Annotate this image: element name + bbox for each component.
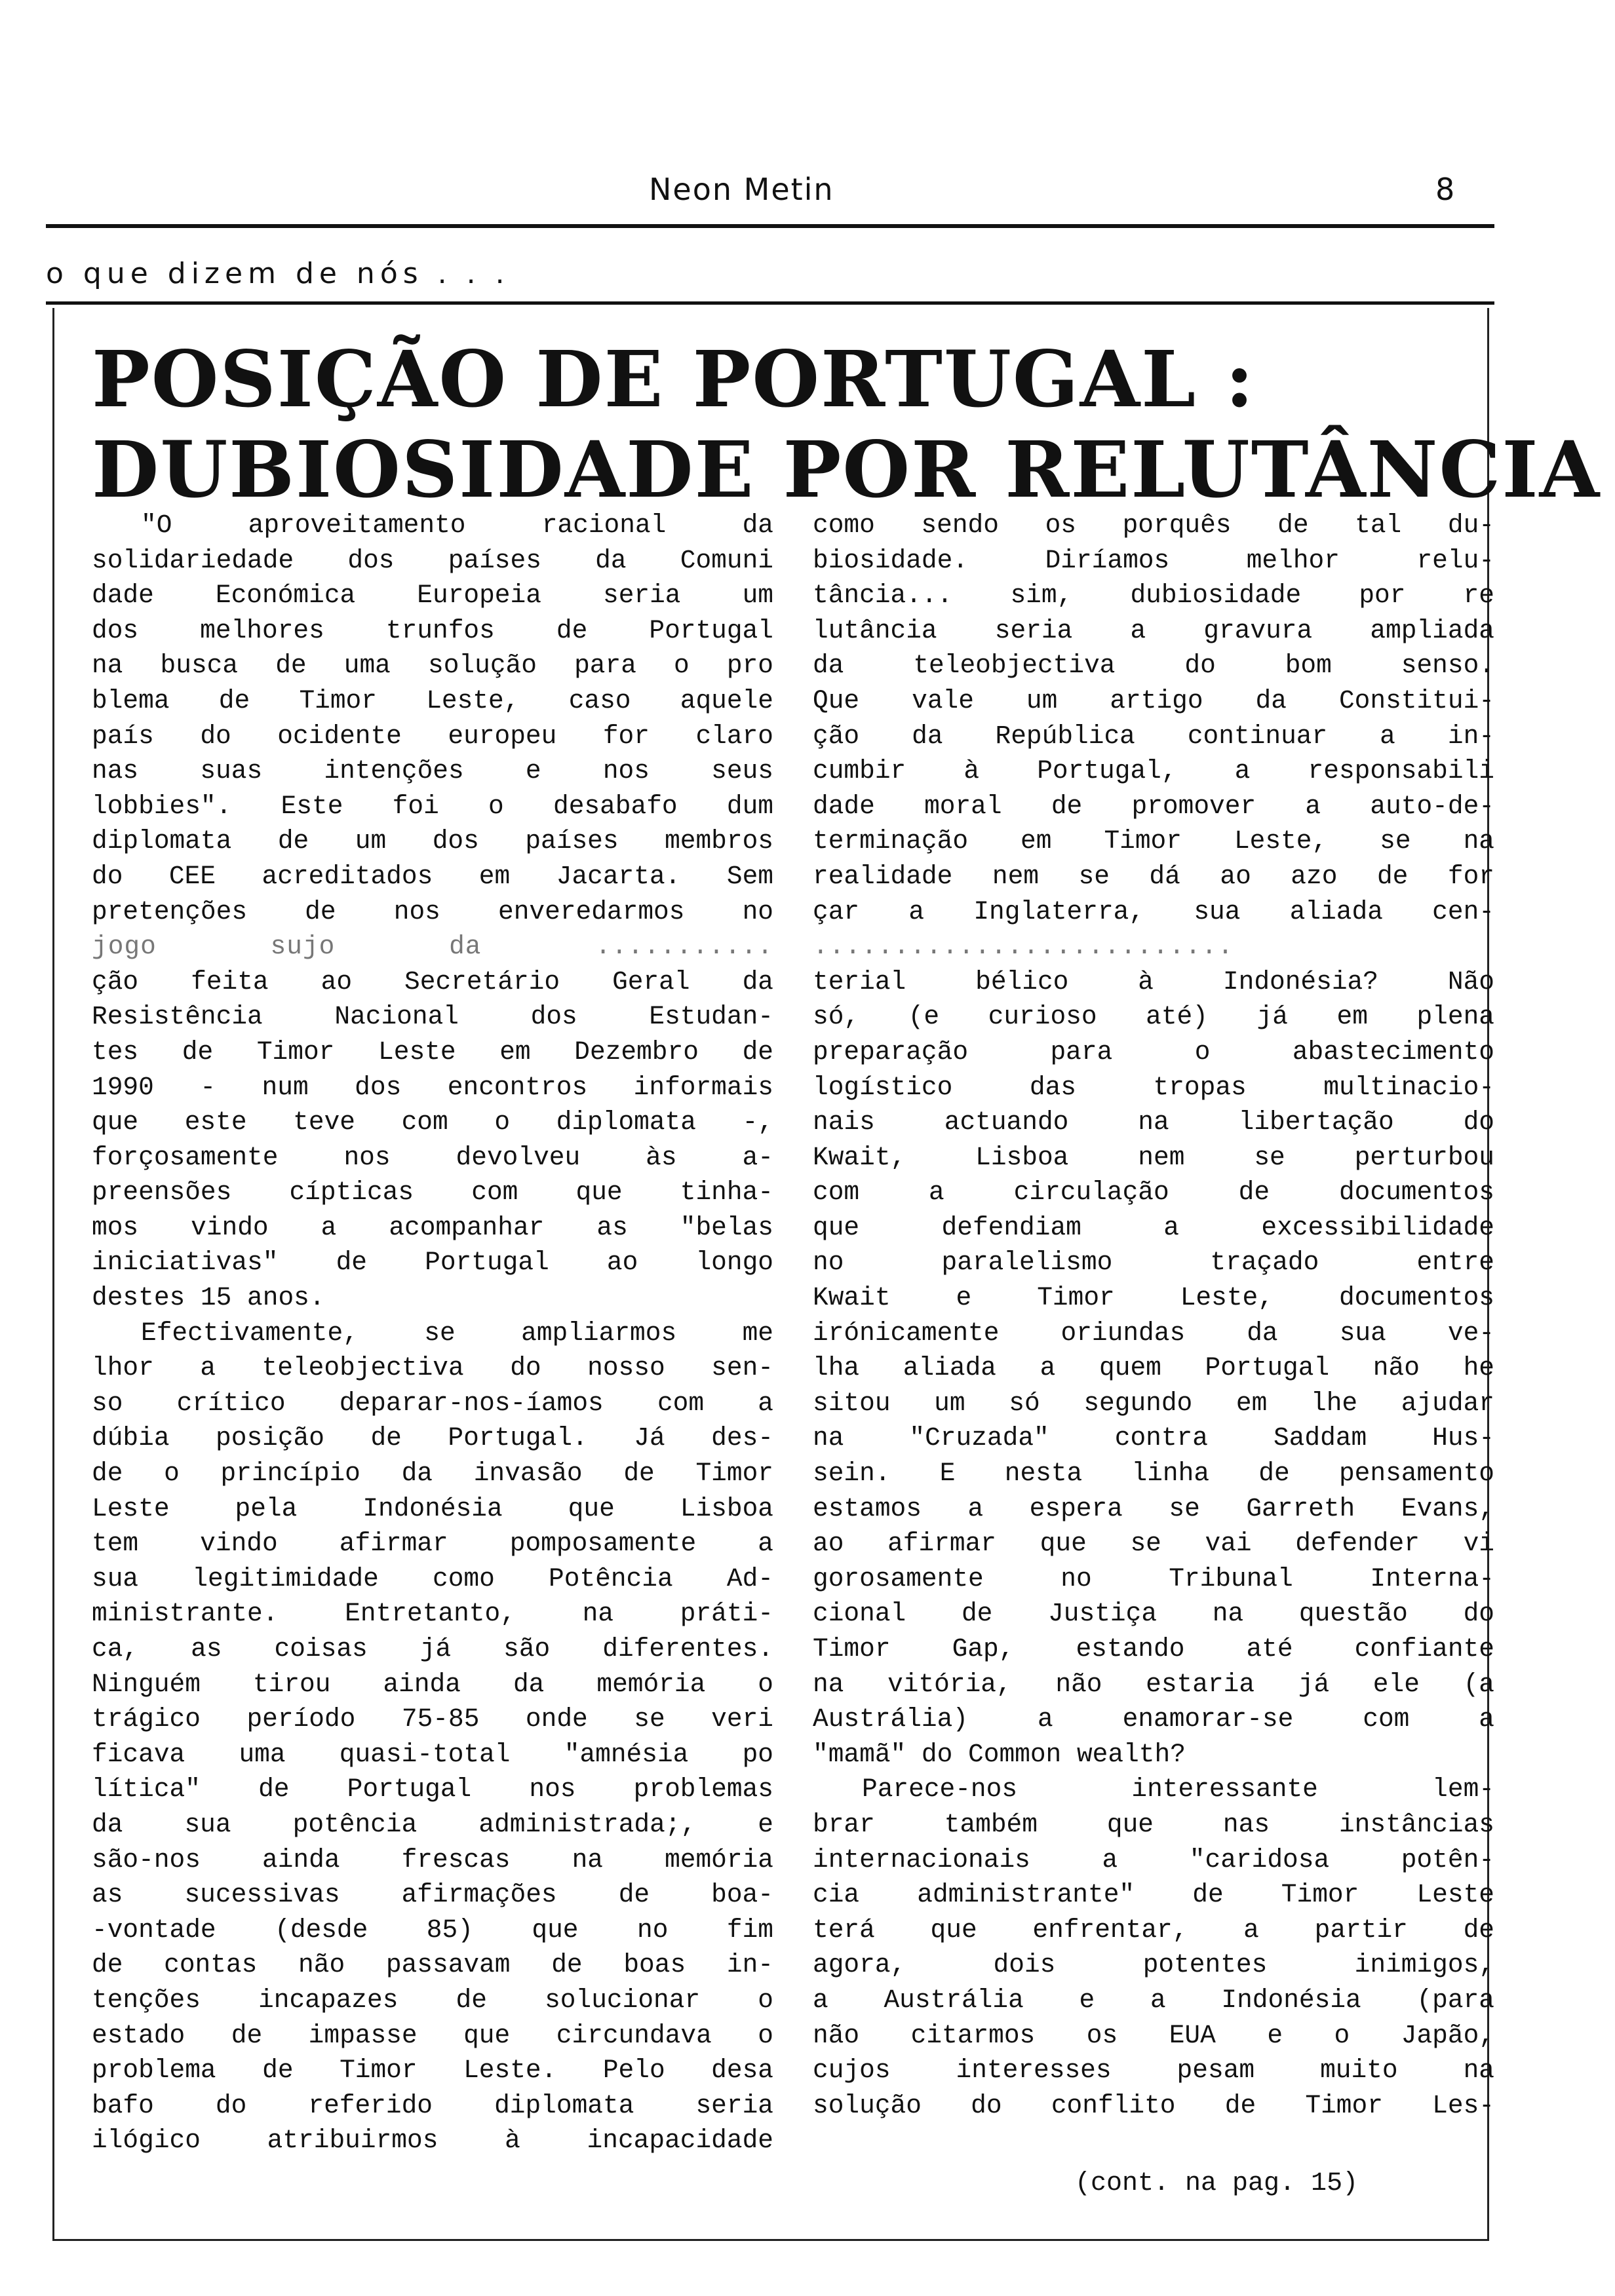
text-line: problema de Timor Leste. Pelo desa	[92, 2056, 773, 2086]
text-line: ção da República continuar a in-	[813, 721, 1494, 751]
text-line: trágico período 75-85 onde se veri	[92, 1704, 773, 1734]
text-line: solução do conflito de Timor Les-	[813, 2090, 1494, 2120]
text-line: nas suas intenções e nos seus	[92, 756, 773, 786]
text-line: Kwait, Lisboa nem se perturbou	[813, 1142, 1494, 1172]
text-line: a Austrália e a Indonésia (para	[813, 1985, 1494, 2015]
text-line: brar também que nas instâncias	[813, 1809, 1494, 1839]
text-line: sua legitimidade como Potência Ad-	[92, 1563, 773, 1594]
text-line: mos vindo a acompanhar as "belas	[92, 1212, 773, 1242]
publication-title: Neon Metin	[649, 172, 834, 207]
text-line: iniciativas" de Portugal ao longo	[92, 1248, 773, 1278]
text-line: sitou um só segundo em lhe ajudar	[813, 1388, 1494, 1418]
text-line: tenções incapazes de solucionar o	[92, 1985, 773, 2015]
text-line: são-nos ainda frescas na memória	[92, 1845, 773, 1875]
article-headline	[92, 334, 1601, 515]
text-line: cumbir à Portugal, a responsabili	[813, 756, 1494, 786]
page-header	[46, 172, 1488, 214]
text-line: "O aproveitamento racional da	[141, 510, 773, 540]
text-line: da teleobjectiva do bom senso.	[813, 651, 1494, 681]
text-line: nais actuando na libertação do	[813, 1107, 1494, 1138]
article-right-column	[813, 508, 1494, 2123]
text-line: país do ocidente europeu for claro	[92, 721, 773, 751]
text-line: destes 15 anos.	[92, 1283, 325, 1313]
text-line: lobbies". Este foi o desabafo dum	[92, 791, 773, 821]
text-line: so crítico deparar-nos-íamos com a	[92, 1388, 773, 1418]
text-line: dos melhores trunfos de Portugal	[92, 615, 773, 645]
text-line: cujos interesses pesam muito na	[813, 2056, 1494, 2086]
text-line: tem vindo afirmar pomposamente a	[92, 1529, 773, 1559]
text-line: terá que enfrentar, a partir de	[813, 1915, 1494, 1945]
text-line: no paralelismo traçado entre	[813, 1248, 1494, 1278]
text-line: só, (e curioso até) já em plena	[813, 1002, 1494, 1032]
text-line: 1990 - num dos encontros informais	[92, 1072, 773, 1102]
text-line: com a circulação de documentos	[813, 1177, 1494, 1208]
text-line: diplomata de um dos países membros	[92, 826, 773, 856]
text-line: estamos a espera se Garreth Evans,	[813, 1493, 1494, 1523]
text-line: terminação em Timor Leste, se na	[813, 826, 1494, 856]
text-line: na "Cruzada" contra Saddam Hus-	[813, 1423, 1494, 1453]
text-line: dade moral de promover a auto-de-	[813, 791, 1494, 821]
text-line: -vontade (desde 85) que no fim	[92, 1915, 773, 1945]
text-line: cia administrante" de Timor Leste	[813, 1880, 1494, 1910]
text-line: ministrante. Entretanto, na práti-	[92, 1599, 773, 1629]
text-line: sein. E nesta linha de pensamento	[813, 1459, 1494, 1489]
page-number: 8	[1435, 172, 1455, 207]
section-label: o que dizem de nós . . .	[46, 257, 510, 290]
text-line: ficava uma quasi-total "amnésia po	[92, 1739, 773, 1769]
text-line: terial bélico à Indonésia? Não	[813, 966, 1494, 997]
text-line: na busca de uma solução para o pro	[92, 651, 773, 681]
text-line: que este teve com o diplomata -,	[92, 1107, 773, 1138]
text-line: bafo do referido diplomata seria	[92, 2090, 773, 2120]
text-line: ilógico atribuirmos à incapacidade	[92, 2126, 773, 2156]
damaged-text-line: jogo sujo da ...........	[92, 932, 773, 962]
text-line: as sucessivas afirmações de boa-	[92, 1880, 773, 1910]
text-line: internacionais a "caridosa potên-	[813, 1845, 1494, 1875]
text-line: Resistência Nacional dos Estudan-	[92, 1002, 773, 1032]
text-line: dúbia posição de Portugal. Já des-	[92, 1423, 773, 1453]
text-line: Timor Gap, estando até confiante	[813, 1634, 1494, 1664]
headline-line-2: DUBIOSIDADE POR RELUTÂNCIA	[92, 424, 1601, 515]
text-line: Kwait e Timor Leste, documentos	[813, 1283, 1494, 1313]
text-line: Parece-nos interessante lem-	[862, 1774, 1494, 1805]
text-line: biosidade. Diríamos melhor relu-	[813, 545, 1494, 575]
text-line: da sua potência administrada;, e	[92, 1809, 773, 1839]
text-line: na vitória, não estaria já ele (a	[813, 1669, 1494, 1699]
text-line: "mamã" do Common wealth?	[813, 1739, 1186, 1769]
text-line: ao afirmar que se vai defender vi	[813, 1529, 1494, 1559]
text-line: blema de Timor Leste, caso aquele	[92, 685, 773, 716]
text-line: tância... sim, dubiosidade por re	[813, 581, 1494, 611]
text-line: não citarmos os EUA e o Japão,	[813, 2020, 1494, 2050]
text-line: dade Económica Europeia seria um	[92, 581, 773, 611]
text-line: lutância seria a gravura ampliada	[813, 615, 1494, 645]
text-line: de o princípio da invasão de Timor	[92, 1459, 773, 1489]
damaged-text-line: ..........................	[813, 932, 1234, 962]
text-line: ca, as coisas já são diferentes.	[92, 1634, 773, 1664]
text-line: como sendo os porquês de tal du-	[813, 510, 1494, 540]
text-line: Ninguém tirou ainda da memória o	[92, 1669, 773, 1699]
article-left-column	[92, 508, 773, 2158]
text-line: çar a Inglaterra, sua aliada cen-	[813, 896, 1494, 927]
text-line: Austrália) a enamorar-se com a	[813, 1704, 1494, 1734]
text-line: solidariedade dos países da Comuni	[92, 545, 773, 575]
text-line: logístico das tropas multinacio-	[813, 1072, 1494, 1102]
text-line: estado de impasse que circundava o	[92, 2020, 773, 2050]
text-line: irónicamente oriundas da sua ve-	[813, 1318, 1494, 1348]
text-line: ção feita ao Secretário Geral da	[92, 966, 773, 997]
text-line: que defendiam a excessibilidade	[813, 1212, 1494, 1242]
text-line: lhor a teleobjectiva do nosso sen-	[92, 1353, 773, 1383]
text-line: de contas não passavam de boas in-	[92, 1950, 773, 1980]
text-line: tes de Timor Leste em Dezembro de	[92, 1037, 773, 1067]
text-line: Leste pela Indonésia que Lisboa	[92, 1493, 773, 1523]
text-line: gorosamente no Tribunal Interna-	[813, 1563, 1494, 1594]
text-line: forçosamente nos devolveu às a-	[92, 1142, 773, 1172]
text-line: lha aliada a quem Portugal não he	[813, 1353, 1494, 1383]
text-line: agora, dois potentes inimigos,	[813, 1950, 1494, 1980]
continuation-note: (cont. na pag. 15)	[1075, 2169, 1359, 2198]
text-line: pretenções de nos enveredarmos no	[92, 896, 773, 927]
text-line: preensões cípticas com que tinha-	[92, 1177, 773, 1208]
header-rule	[46, 224, 1494, 228]
text-line: lítica" de Portugal nos problemas	[92, 1774, 773, 1805]
text-line: preparação para o abastecimento	[813, 1037, 1494, 1067]
text-line: Efectivamente, se ampliarmos me	[141, 1318, 773, 1348]
section-rule	[46, 301, 1494, 305]
headline-line-1: POSIÇÃO DE PORTUGAL :	[92, 334, 1255, 425]
text-line: Que vale um artigo da Constitui-	[813, 685, 1494, 716]
text-line: realidade nem se dá ao azo de for	[813, 861, 1494, 891]
text-line: do CEE acreditados em Jacarta. Sem	[92, 861, 773, 891]
text-line: cional de Justiça na questão do	[813, 1599, 1494, 1629]
